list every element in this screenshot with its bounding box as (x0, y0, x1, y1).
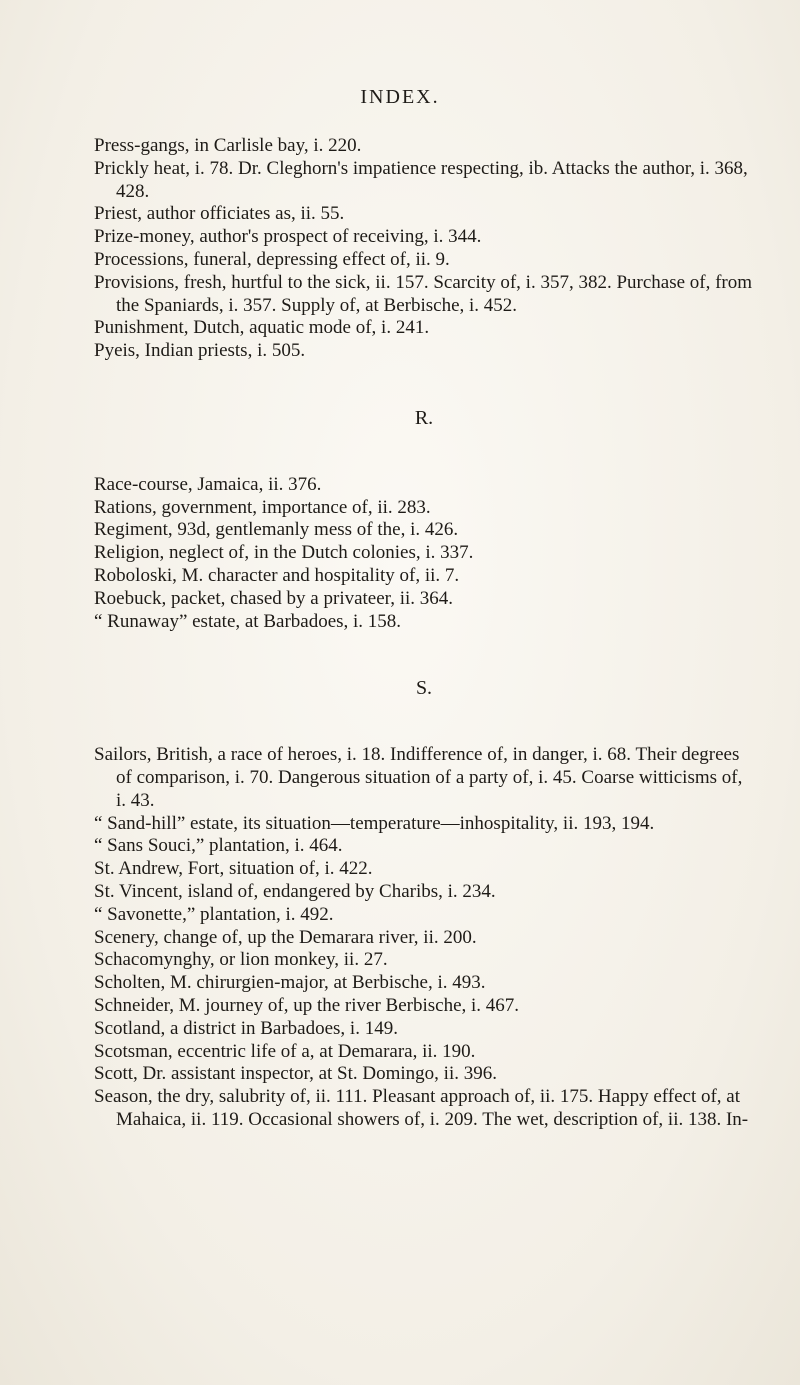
index-entry: Sailors, British, a race of heroes, i. 18. Indifference of, in danger, i. 68. Their degrees of comparison, i. 70. Dangerous situation of a party of, i. 45. Coarse witticisms of, i. 43. (94, 744, 743, 811)
index-entry: Pyeis, Indian priests, i. 505. (94, 340, 306, 362)
index-entry: Schacomynghy, or lion monkey, ii. 27. (94, 949, 388, 971)
index-entry: Schneider, M. journey of, up the river Berbische, i. 467. (94, 994, 520, 1016)
index-entry: Roboloski, M. character and hospitality of, ii. 7. (94, 564, 460, 586)
section-heading-s: S. (415, 677, 433, 700)
index-section-r (94, 474, 754, 634)
index-entry: Scholten, M. chirurgien-major, at Berbische, i. 493. (94, 972, 486, 994)
index-entry: Processions, funeral, depressing effect of, ii. 9. (94, 248, 450, 270)
index-entry: Scotland, a district in Barbadoes, i. 149. (94, 1017, 398, 1039)
index-entry: Punishment, Dutch, aquatic mode of, i. 241. (94, 317, 430, 339)
index-section-p (94, 135, 754, 363)
page-header: INDEX. (360, 86, 440, 108)
index-entry: “ Sans Souci,” plantation, i. 464. (94, 835, 343, 857)
section-heading-r: R. (414, 406, 434, 429)
index-entry: “ Sand-hill” estate, its situation—temperature—inhospitality, ii. 193, 194. (94, 812, 655, 834)
index-entry: St. Vincent, island of, endangered by Charibs, i. 234. (94, 880, 496, 902)
index-entry: Religion, neglect of, in the Dutch colonies, i. 337. (94, 542, 474, 564)
index-body (94, 135, 754, 1132)
index-entry: Scott, Dr. assistant inspector, at St. Domingo, ii. 396. (94, 1063, 497, 1085)
index-entry: Season, the dry, salubrity of, ii. 111. Pleasant approach of, ii. 175. Happy effect of, at Mahaica, ii. 119. Occasional showers of, i. 209. The wet, description of, ii. 138. In- (94, 1086, 749, 1130)
index-entry: Prickly heat, i. 78. Dr. Cleghorn's impatience respecting, ib. Attacks the author, i. 368, 428. (94, 157, 748, 202)
index-entry: St. Andrew, Fort, situation of, i. 422. (94, 858, 373, 880)
index-entry: “ Runaway” estate, at Barbadoes, i. 158. (94, 610, 402, 632)
index-entry: Prize-money, author's prospect of receiving, i. 344. (94, 226, 482, 248)
index-entry: Press-gangs, in Carlisle bay, i. 220. (94, 135, 362, 156)
index-entry: “ Savonette,” plantation, i. 492. (94, 903, 334, 925)
index-entry: Regiment, 93d, gentlemanly mess of the, i. 426. (94, 519, 459, 541)
index-section-s (94, 744, 754, 1132)
index-entry: Rations, government, importance of, ii. 283. (94, 496, 431, 518)
index-entry: Priest, author officiates as, ii. 55. (94, 203, 345, 225)
index-entry: Scotsman, eccentric life of a, at Demarara, ii. 190. (94, 1040, 476, 1062)
index-entry: Scenery, change of, up the Demarara river, ii. 200. (94, 926, 477, 948)
index-entry: Roebuck, packet, chased by a privateer, ii. 364. (94, 587, 454, 609)
index-entry: Race-course, Jamaica, ii. 376. (94, 473, 322, 495)
index-entry: Provisions, fresh, hurtful to the sick, ii. 157. Scarcity of, i. 357, 382. Purchase of, from the Spaniards, i. 357. Supply of, at Berbische, i. 452. (94, 271, 753, 316)
